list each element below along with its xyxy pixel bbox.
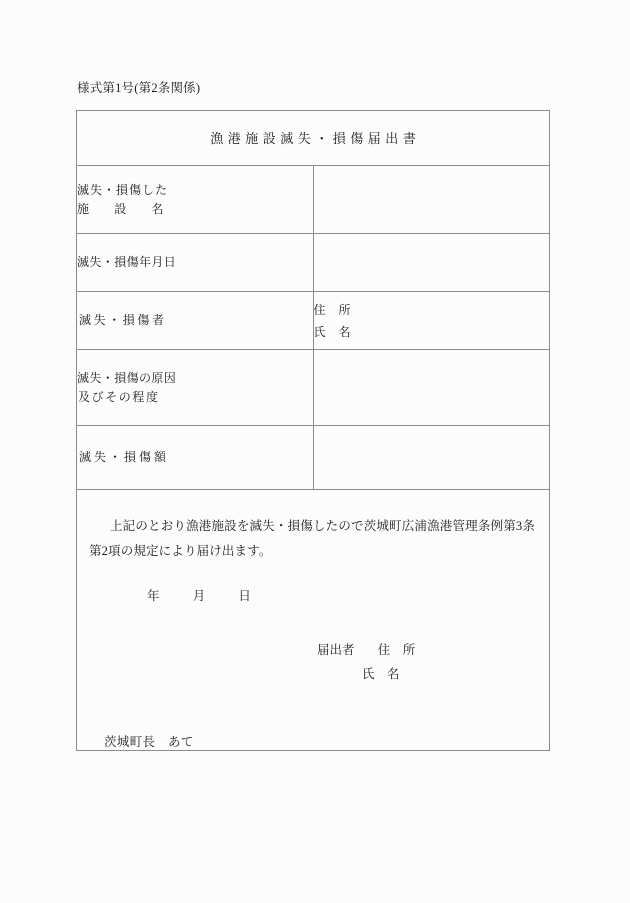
submitter-name-label: 氏 名 <box>362 667 400 681</box>
damaged-party-label: 滅失・損傷者 <box>79 313 167 327</box>
submitter-name-line <box>317 662 549 686</box>
statement-text: 上記のとおり漁港施設を滅失・損傷したので茨城町広浦漁港管理条例第3条第2項の規定により届け出ます。 <box>89 519 535 558</box>
facility-name-label-line2: 施 設 名 <box>77 201 164 216</box>
date-day-label: 日 <box>238 589 252 603</box>
facility-name-value-cell[interactable] <box>313 166 550 234</box>
damage-cause-label-line2: 及びその程度 <box>78 389 160 404</box>
damaged-party-address-label: 住 所 <box>313 302 352 317</box>
page-title: 漁港施設滅失・損傷届出書 <box>210 131 421 146</box>
damage-amount-label: 滅失・損傷額 <box>79 450 170 464</box>
table-row-statement <box>77 490 550 751</box>
damage-cause-label-line1: 滅失・損傷の原因 <box>77 370 177 385</box>
statement-block-cell <box>77 490 550 751</box>
facility-name-label-cell <box>77 166 314 234</box>
form-title-cell <box>77 111 550 166</box>
form-number: 様式第1号(第2条関係) <box>77 81 201 95</box>
date-year-label: 年 <box>147 589 160 603</box>
addressee-line: 茨城町長 あて <box>104 735 194 749</box>
table-row <box>77 166 550 234</box>
table-row <box>77 234 550 292</box>
report-form-table <box>76 110 550 751</box>
date-month-label: 月 <box>192 589 206 603</box>
damage-date-value-cell[interactable] <box>313 234 550 292</box>
table-row-title <box>77 111 550 166</box>
damaged-party-value-cell[interactable] <box>313 292 550 350</box>
damage-date-label-cell <box>77 234 314 292</box>
submitter-address-label: 住 所 <box>377 643 416 657</box>
damage-amount-label-cell <box>77 426 314 490</box>
submitter-label: 届出者 <box>317 643 355 657</box>
date-line[interactable] <box>147 586 549 604</box>
damage-cause-value-cell[interactable] <box>313 350 550 426</box>
table-row <box>77 292 550 350</box>
submitter-address-line <box>317 638 549 662</box>
damage-amount-value-cell[interactable] <box>313 426 550 490</box>
table-row <box>77 426 550 490</box>
damaged-party-name-label: 氏 名 <box>313 324 352 339</box>
damage-cause-label-cell <box>77 350 314 426</box>
table-row <box>77 350 550 426</box>
damaged-party-label-cell <box>77 292 314 350</box>
damage-date-label: 滅失・損傷年月日 <box>77 255 177 269</box>
facility-name-label-line1: 滅失・損傷した <box>77 182 169 197</box>
submitter-block <box>317 638 549 686</box>
